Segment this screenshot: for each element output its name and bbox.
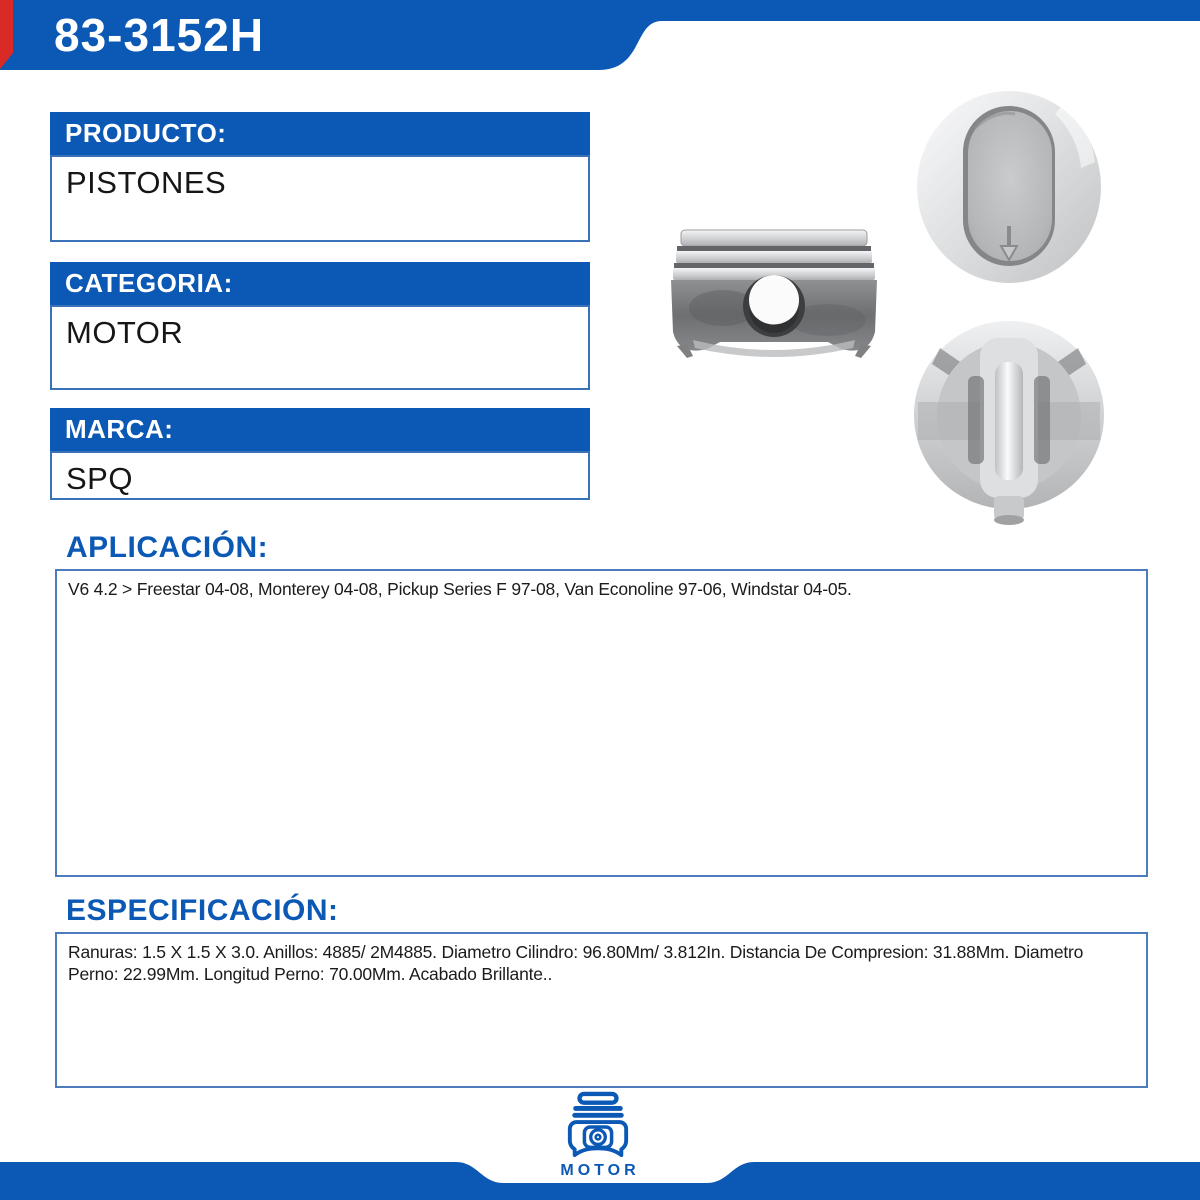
- producto-label: PRODUCTO:: [50, 112, 590, 155]
- part-number-title: 83-3152H: [54, 9, 265, 61]
- especificacion-heading: ESPECIFICACIÓN:: [66, 894, 339, 927]
- categoria-value: MOTOR: [50, 305, 590, 390]
- categoria-label: CATEGORIA:: [50, 262, 590, 305]
- aplicacion-text: V6 4.2 > Freestar 04-08, Monterey 04-08, Pickup Series F 97-08, Van Econoline 97-06, Windstar 04-05.: [68, 579, 852, 599]
- piston-bottom-view-photo: [910, 318, 1108, 526]
- marca-value: SPQ: [50, 451, 590, 500]
- piston-icon: [561, 1091, 635, 1159]
- aplicacion-box: [55, 569, 1148, 877]
- bottom-bar-shape: [0, 1158, 1200, 1200]
- especificacion-text: Ranuras: 1.5 X 1.5 X 3.0. Anillos: 4885/ 2M4885. Diametro Cilindro: 96.80Mm/ 3.812In. Distancia De Compresion: 31.88Mm. Diametro Perno: 22.99Mm. Longitud Perno: 70.00Mm. Acabado Brillante..: [68, 942, 1084, 984]
- marca-label: MARCA:: [50, 408, 590, 451]
- piston-side-view-photo: [663, 228, 885, 368]
- footer-category-label: MOTOR: [560, 1162, 640, 1179]
- producto-value: PISTONES: [50, 155, 590, 242]
- aplicacion-heading: APLICACIÓN:: [66, 531, 269, 564]
- especificacion-box: [55, 932, 1148, 1088]
- piston-top-view-photo: [915, 88, 1103, 286]
